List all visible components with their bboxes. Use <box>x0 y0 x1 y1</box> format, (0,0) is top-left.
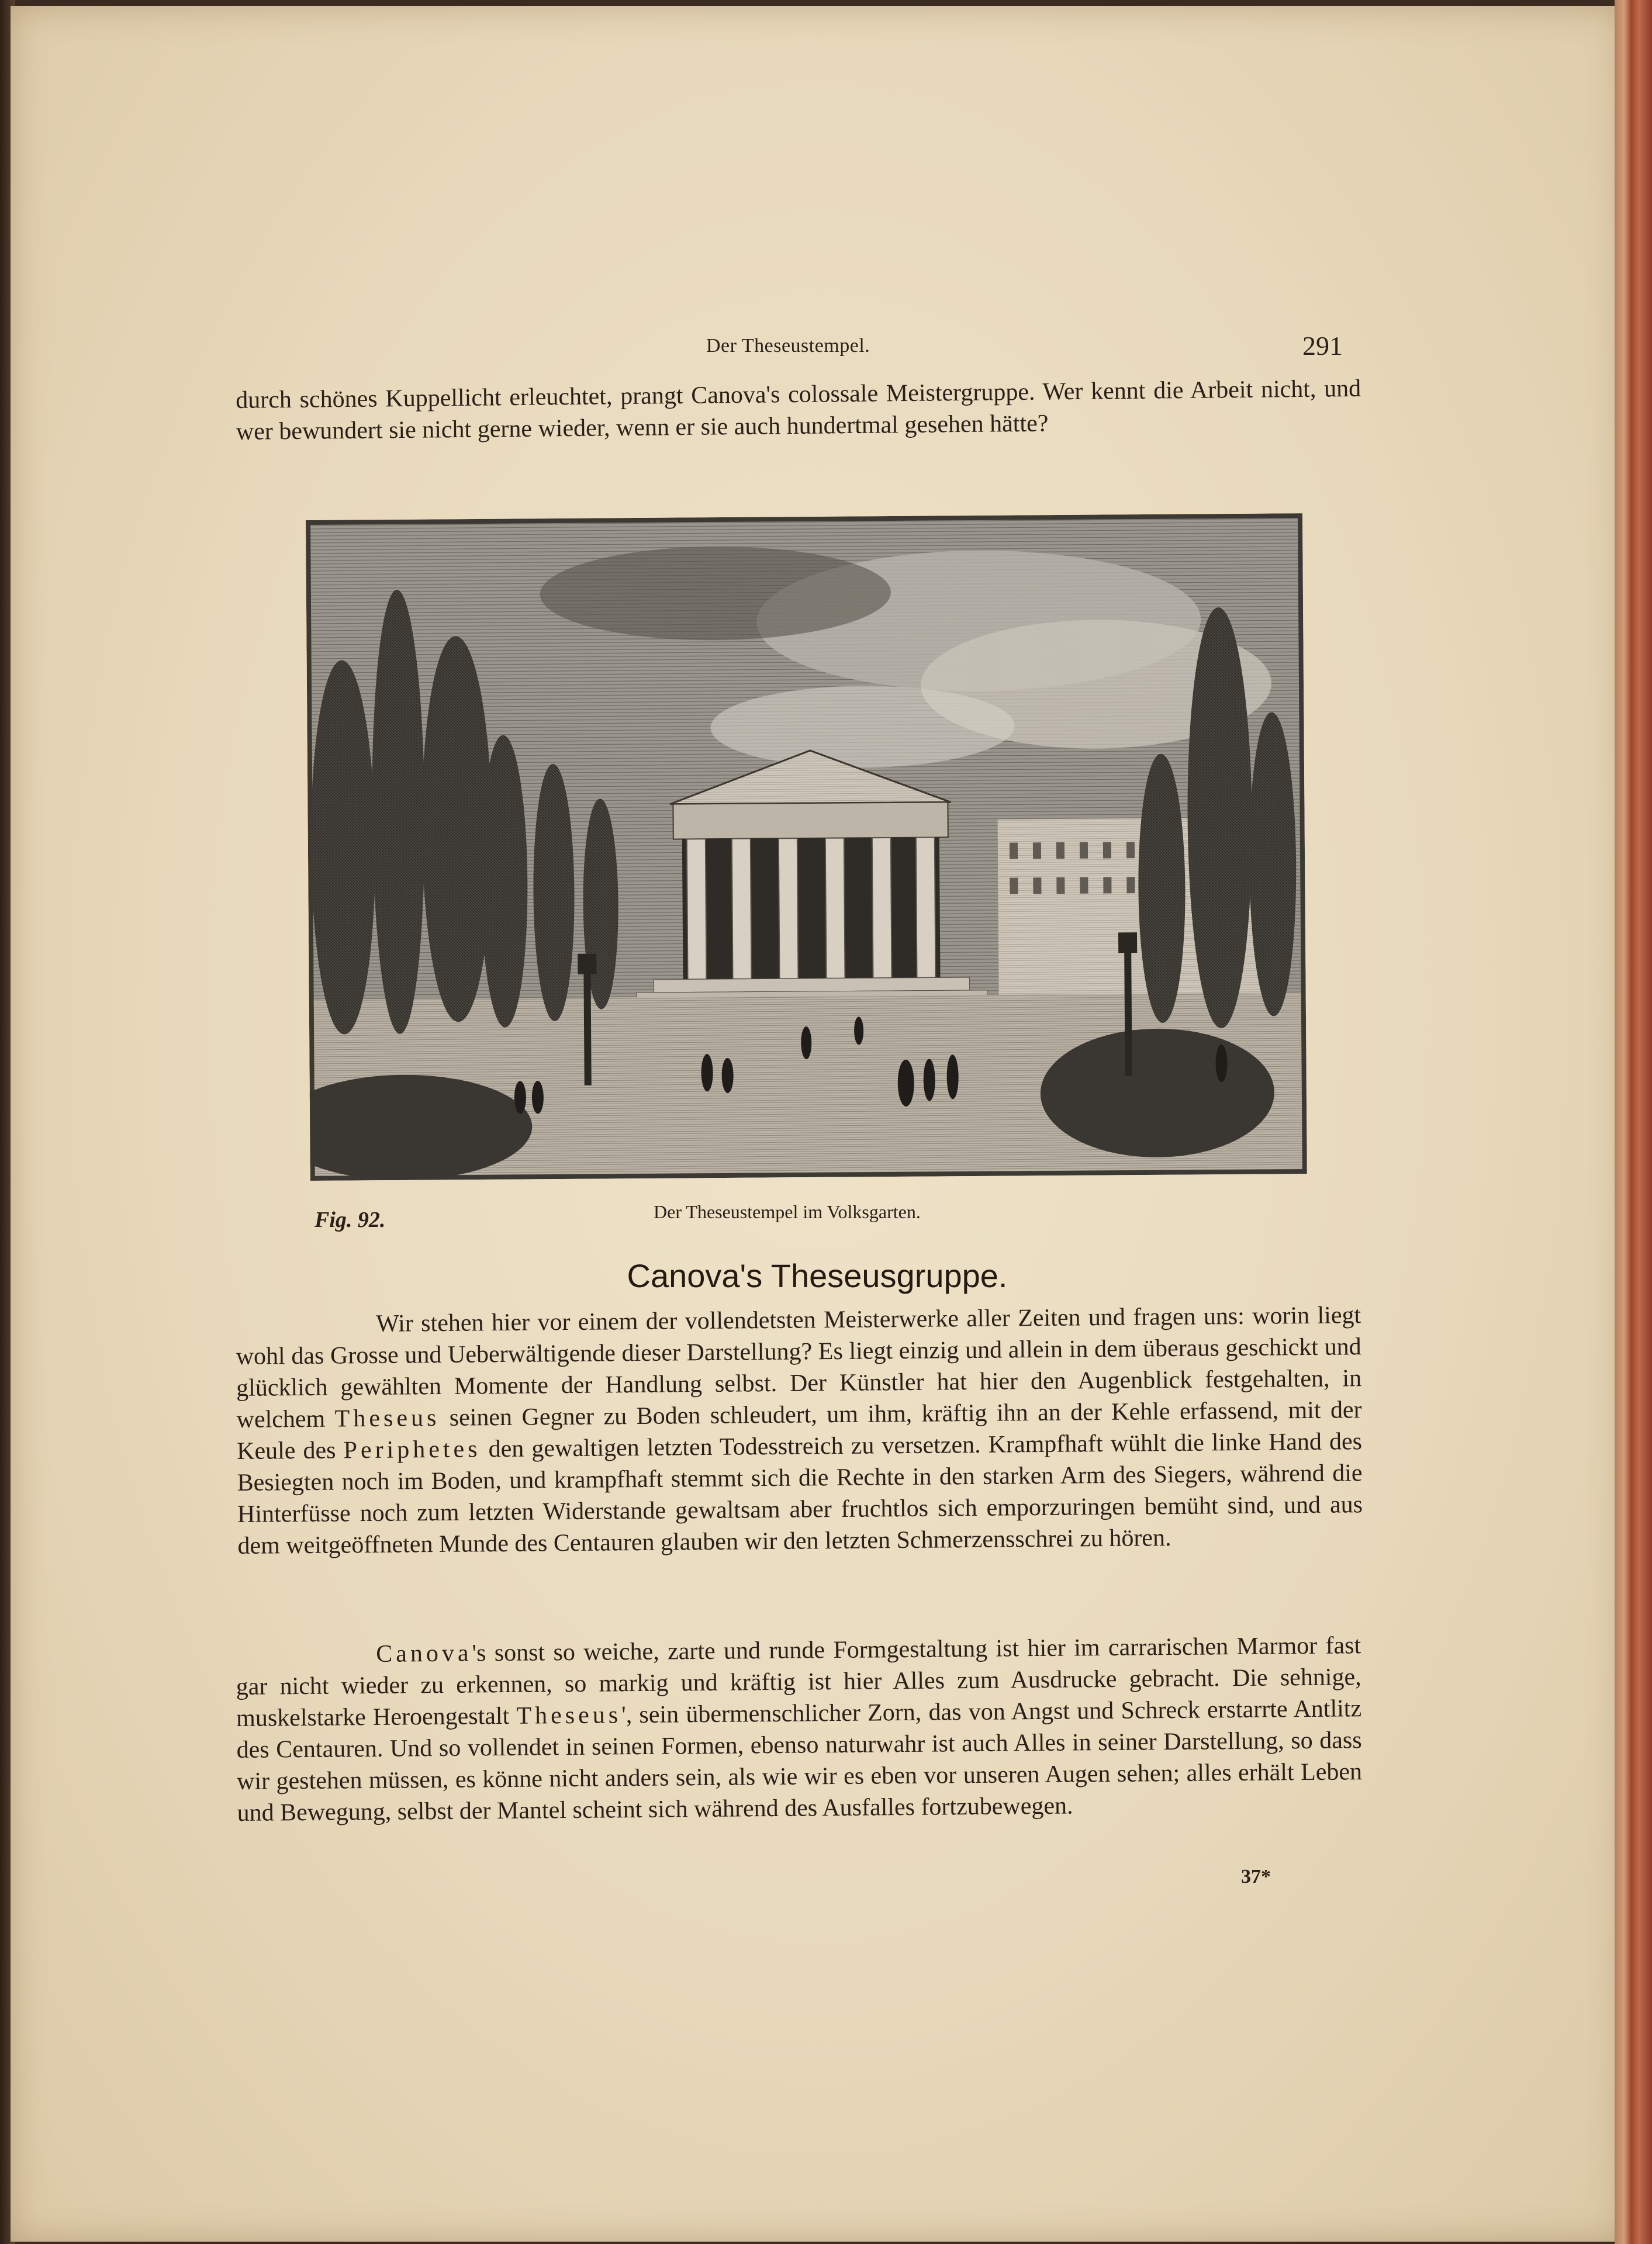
section-heading: Canova's Theseusgruppe. <box>627 1257 1008 1294</box>
body-paragraph-1 <box>236 1299 1363 1562</box>
spaced-name: Canova <box>376 1640 472 1668</box>
book-cover-edge <box>1615 0 1652 2244</box>
running-head <box>11 330 1624 365</box>
intro-paragraph: durch schönes Kuppellicht erleuchtet, prangt Canova's colossale Meistergruppe. Wer kennt die Arbeit nicht, und wer bewundert sie nicht gerne wieder, wenn er sie auch hundertmal gesehen hätte? <box>236 375 1361 445</box>
figure-label: Fig. 92. <box>314 1208 386 1232</box>
paragraph-text: seinen Gegner zu Boden schleudert, um ihm, kräftig ihn an der Kehle erfassend, mit der Keule des <box>236 1396 1362 1465</box>
book-page <box>11 6 1624 2242</box>
paragraph-text: Wir stehen hier vor einem der vollendetsten Meisterwerke aller Zeiten und fragen uns: worin liegt wohl das Grosse und Ueberwältigende dieser Darstellung? Es liegt einzig und allein in dem überaus geschickt und glücklich gewählten Momente der Handlung selbst. Der Künstler hat hier den Augenblick festgehalten, in welchem <box>236 1302 1362 1433</box>
spaced-name: Theseus <box>516 1702 622 1730</box>
paragraph-text: 's sonst so weiche, zarte und runde Formgestaltung ist hier im carrarischen Marmor fast gar nicht wieder zu erkennen, so markig und kräftig ist hier Alles zum Ausdrucke gebracht. Die sehnige, muskelstarke Heroengestalt <box>236 1632 1361 1732</box>
paragraph-text: ', sein übermenschlicher Zorn, das von Angst und Schreck erstarrte Antlitz des Centauren. Und so vollendet in seinen Formen, ebenso naturwahr ist auch Alles in seiner Darstellung, so dass wir gestehen müssen, es könne nicht anders sein, als wie wir es eben vor unseren Augen sehen; alles erhält Leben und Bewegung, selbst der Mantel scheint sich während des Ausfalles fortzubewegen. <box>236 1695 1363 1827</box>
engraving-illustration <box>306 513 1307 1181</box>
engraving-theseus-temple <box>306 513 1307 1181</box>
spaced-name: Theseus <box>334 1404 440 1433</box>
running-head-title: Der Theseustempel. <box>706 335 870 357</box>
page-number: 291 <box>1302 331 1343 361</box>
paragraph-text: den gewaltigen letzten Todesstreich zu versetzen. Krampfhaft wühlt die linke Hand des Besiegten noch im Boden, und krampfhaft stemmt sich die Rechte in den starken Arm des Siegers, während die Hinterfüsse noch zum letzten Widerstande gewaltsam aber fruchtlos sich emporzuringen bemüht sind, und aus dem weitgeöffneten Munde des Centauren glauben wir den letzten Schmerzensschrei zu hören. <box>237 1428 1363 1560</box>
body-paragraph-2 <box>236 1630 1363 1829</box>
figure-caption: Der Theseustempel im Volksgarten. <box>654 1201 921 1222</box>
spaced-name: Periphetes <box>343 1436 481 1464</box>
signature-mark: 37* <box>1241 1866 1271 1887</box>
